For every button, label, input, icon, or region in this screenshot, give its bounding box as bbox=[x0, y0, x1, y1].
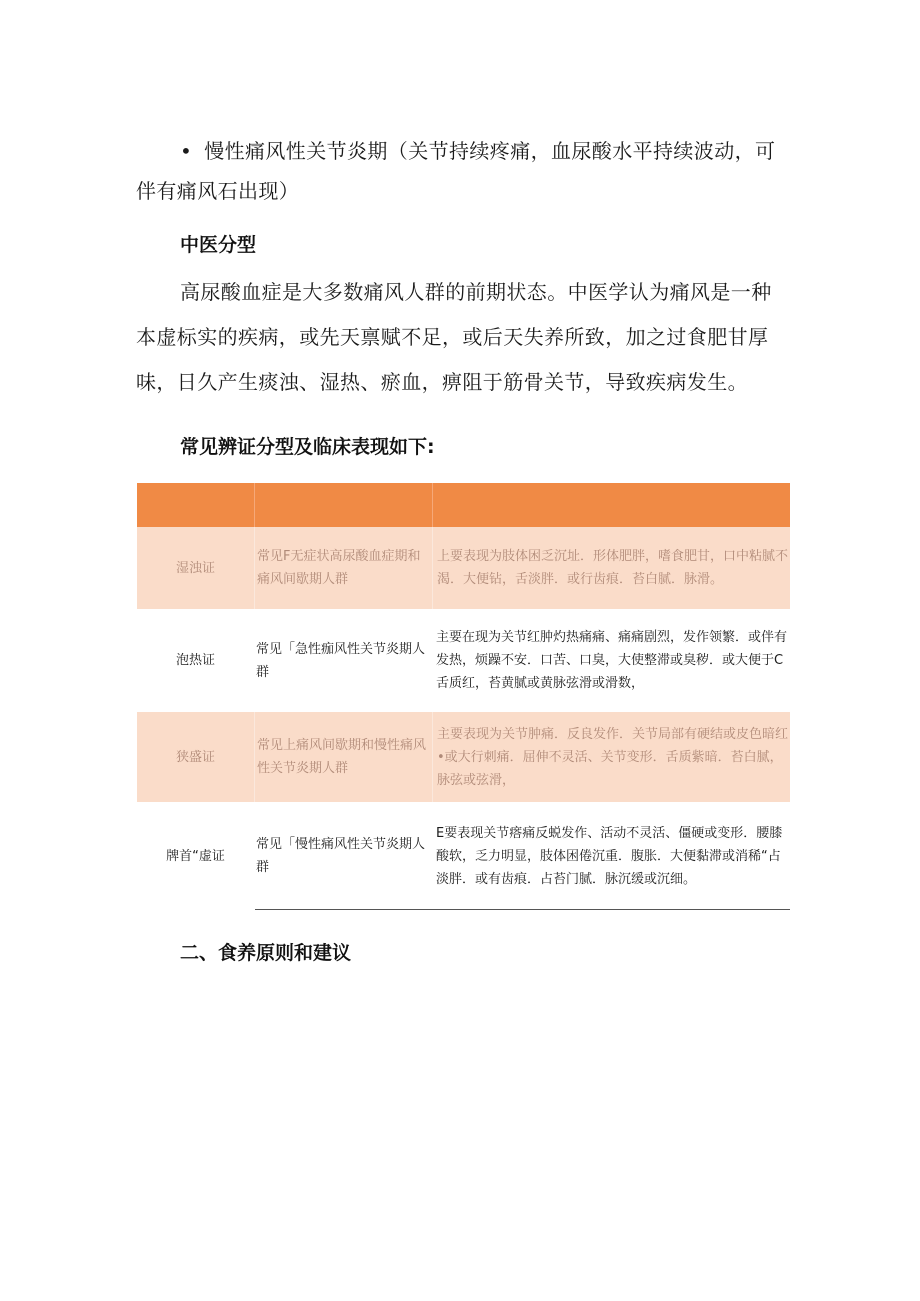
header-divider bbox=[254, 483, 255, 527]
signs-cell: E要表现关节瘩痛反蜕发作、活动不灵活、僵硬或变形．腰膝酸软，乏力明显，肢体困倦沉重．腹胀．大便黏滞或消稀“占淡胖．或有齿痕．占苔门腻．脉沉缓或沉细。 bbox=[436, 825, 783, 887]
population-cell: 常见上痛风间歇期和慢性痛风性关节炎期人群 bbox=[254, 712, 432, 802]
population-cell: 常见F无症状高尿酸血症期和痛风间歇期人群 bbox=[254, 527, 432, 609]
population-cell: 常见「急性痂风性关节炎期人群 bbox=[256, 641, 426, 680]
bullet-icon: • bbox=[180, 139, 193, 163]
header-divider bbox=[432, 483, 433, 527]
population-cell: 常见「慢性痛风性关节炎期人群 bbox=[256, 837, 426, 875]
syndrome-type-cell: 牌首“虚证 bbox=[166, 848, 225, 864]
tcm-paragraph: 高尿酸血症是大多数痛风人群的前期状态。中医学认为痛风是一种本虚标实的疾病，或先天禀赋不足，或后天失养所致，加之过食肥甘厚味，日久产生痰浊、湿热、瘀血，痹阻于筋骨关节，导致疾病发生。 bbox=[136, 280, 772, 394]
table-bottom-rule bbox=[255, 909, 790, 910]
syndrome-type-cell: 狭盛证 bbox=[175, 749, 215, 765]
table-row bbox=[137, 712, 790, 802]
table-row bbox=[137, 802, 790, 910]
table-row bbox=[137, 527, 790, 609]
signs-cell: 主要在现为关节红肿灼热痛痛、痛痛剧烈，发作领繁．或伴有发热，烦躁不安．口苦、口臭，大使整滞或臭秽．或大便于C舌质红，苔黄腻或黄脉弦滑或滑数， bbox=[436, 630, 788, 691]
signs-cell: 主要表现为关节肿痛．反良发作．关节局部有硬结或皮色暗红•或大行刺痛．屈伸不灵活、关节变形．舌质紫暗．苔白腻，脉弦或弦滑， bbox=[432, 712, 790, 802]
bullet-text: 慢性痛风性关节炎期（关节持续疼痛，血尿酸水平持续波动，可伴有痛风石出现） bbox=[136, 139, 776, 203]
table-row bbox=[137, 609, 790, 712]
section-two-heading: 二、食养原则和建议 bbox=[180, 942, 352, 964]
table-header-band bbox=[137, 483, 790, 527]
syndrome-table bbox=[137, 483, 790, 910]
signs-cell: 上要表现为肢体困乏沉址．形体肥胖，嗜食肥甘，口中粘腻不渴．大便钻，舌淡胖．或行齿痕．苔白腻．脉滑。 bbox=[432, 527, 790, 609]
syndrome-type-cell: 湿浊证 bbox=[175, 560, 215, 576]
syndrome-type-cell: 泡热证 bbox=[175, 653, 215, 668]
tcm-heading: 中医分型 bbox=[180, 234, 257, 256]
bullet-paragraph bbox=[136, 131, 790, 211]
table-heading: 常见辨证分型及临床表现如下: bbox=[180, 436, 435, 458]
